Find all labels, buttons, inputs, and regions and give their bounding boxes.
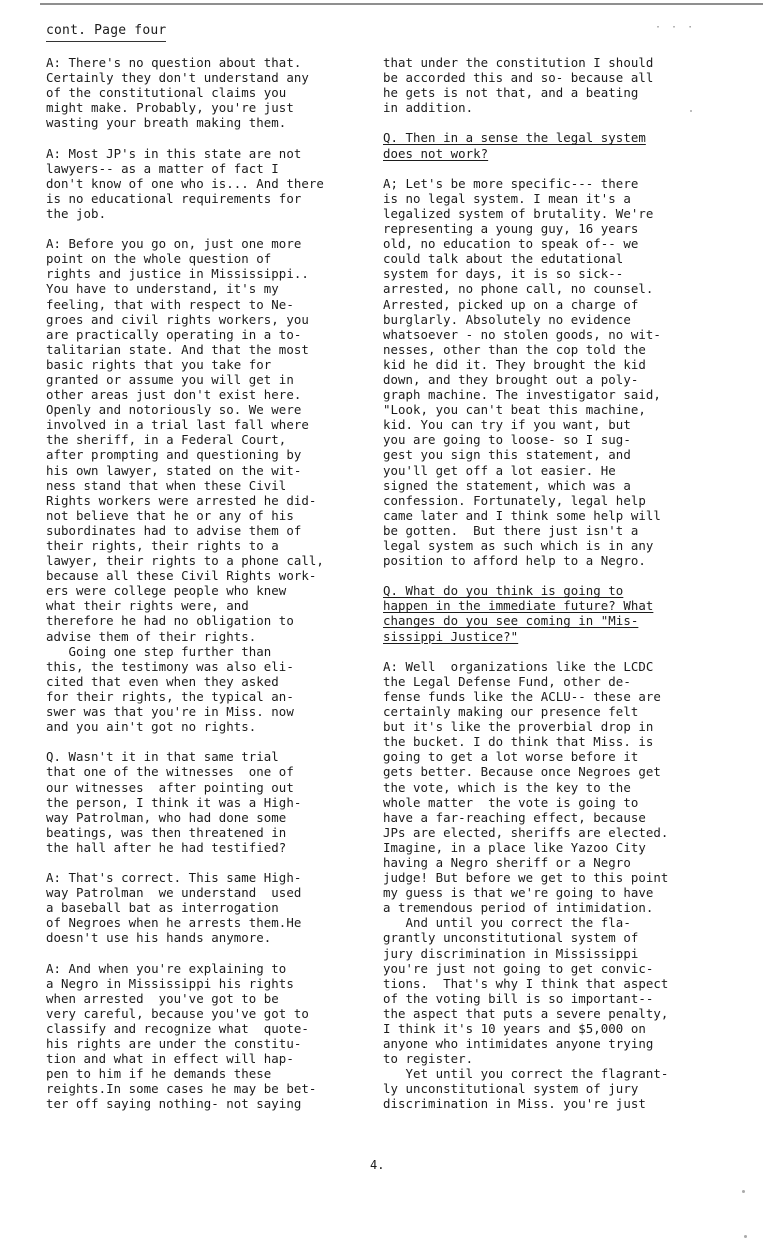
text-line (383, 115, 668, 130)
text-line (383, 568, 668, 583)
text-line: representing a young guy, 16 years (383, 221, 639, 237)
text-line: I think it's 10 years and $5,000 on (383, 1021, 646, 1036)
paper-speck (690, 110, 692, 112)
text-line: he gets is not that, and a beating (383, 85, 639, 101)
text-line: jury discrimination in Mississippi (383, 945, 639, 961)
text-line: when arrested you've got to be (46, 990, 279, 1006)
text-line: A: There's no question about that. (46, 55, 302, 70)
text-line: not believe that he or any of his (46, 507, 294, 523)
text-line: basic rights that you take for (46, 356, 272, 372)
text-line: A: Most JP's in this state are not (46, 145, 302, 161)
text-line: judge! But before we get to this point (383, 870, 669, 886)
text-line: happen in the immediate future? What (383, 598, 654, 614)
text-line: the hall after he had testified? (46, 839, 287, 855)
text-line (46, 221, 324, 236)
text-line: is no legal system. I mean it's a (383, 190, 631, 206)
text-line: kid he did it. They brought the kid (383, 356, 646, 372)
text-line: kid. You can try if you want, but (383, 417, 631, 433)
paper-speck (742, 1190, 745, 1193)
text-line (46, 130, 324, 145)
text-line: A: Well organizations like the LCDC (383, 658, 654, 674)
text-line: classify and recognize what quote- (46, 1021, 309, 1036)
text-line: Yet until you correct the flagrant- (383, 1066, 669, 1082)
text-line: A: Before you go on, just one more (46, 236, 302, 252)
text-line: A; Let's be more specific--- there (383, 175, 639, 191)
page-header: cont. Page four (46, 22, 166, 42)
text-line: gest you sign this statement, and (383, 447, 631, 463)
text-line: lawyer, their rights to a phone call, (46, 553, 324, 569)
text-line: ers were college people who knew (46, 583, 287, 599)
paper-speck (744, 1235, 747, 1238)
text-line: down, and they brought out a poly- (383, 371, 639, 387)
text-line: is no educational requirements for (46, 190, 302, 206)
text-line: lawyers-- as a matter of fact I (46, 160, 279, 176)
text-line: reights.In some cases he may be bet- (46, 1081, 317, 1097)
text-line: a tremendous period of intimidation. (383, 900, 654, 916)
text-line: A: That's correct. This same High- (46, 870, 302, 886)
text-line: you are going to loose- so I sug- (383, 432, 631, 448)
text-line: Certainly they don't understand any (46, 70, 309, 86)
text-line: having a Negro sheriff or a Negro (383, 854, 631, 870)
text-line: his own lawyer, stated on the wit- (46, 462, 302, 478)
text-line: cited that even when they asked (46, 673, 279, 689)
text-line: ter off saying nothing- not saying (46, 1096, 302, 1112)
text-line: the vote, which is the key to the (383, 779, 631, 795)
text-line: does not work? (383, 145, 489, 161)
text-line: subordinates had to advise them of (46, 522, 302, 538)
text-line: certainly making our presence felt (383, 704, 639, 720)
text-line: Going one step further than (46, 643, 272, 659)
text-line: confession. Fortunately, legal help (383, 492, 646, 508)
text-line: position to afford help to a Negro. (383, 553, 646, 569)
text-line: the job. (46, 205, 107, 221)
text-line: sissippi Justice?" (383, 628, 519, 644)
text-line: anyone who intimidates anyone trying (383, 1036, 654, 1052)
text-line: gets better. Because once Negroes get (383, 764, 661, 780)
text-line: granted or assume you will get in (46, 371, 294, 387)
text-line: for their rights, the typical an- (46, 688, 294, 704)
text-line: but it's like the proverbial drop in (383, 719, 654, 735)
text-line: Rights workers were arrested he did- (46, 492, 317, 508)
text-line: the Legal Defense Fund, other de- (383, 673, 631, 689)
text-line: are practically operating in a to- (46, 326, 302, 342)
text-line: their rights, their rights to a (46, 538, 279, 553)
text-line: grantly unconstitutional system of (383, 930, 639, 946)
text-line: that one of the witnesses one of (46, 764, 294, 780)
text-line: of Negroes when he arrests them.He (46, 915, 302, 931)
text-line: whole matter the vote is going to (383, 794, 639, 810)
text-line: burglarly. Absolutely no evidence (383, 311, 631, 327)
text-line: could talk about the edutational (383, 251, 624, 267)
text-line (46, 946, 324, 961)
text-line: and you ain't got no rights. (46, 719, 257, 735)
text-line: ness stand that when these Civil (46, 477, 287, 493)
text-line: my guess is that we're going to have (383, 885, 654, 901)
text-line: swer was that you're in Miss. now (46, 704, 294, 720)
text-line: what their rights were, and (46, 598, 249, 614)
text-line: involved in a trial last fall where (46, 417, 309, 433)
text-line: legalized system of brutality. We're (383, 205, 654, 221)
text-line: way Patrolman we understand used (46, 885, 302, 901)
text-line: don't know of one who is... And there (46, 175, 324, 191)
text-line: old, no education to speak of-- we (383, 236, 639, 252)
text-line: nesses, other than the cop told the (383, 341, 646, 357)
page-number: 4. (370, 1158, 385, 1172)
text-line (383, 644, 668, 659)
text-line: Q. What do you think is going to (383, 583, 624, 599)
text-line: system for days, it is so sick-- (383, 266, 624, 282)
text-line: wasting your breath making them. (46, 115, 287, 131)
text-line (383, 161, 668, 176)
text-line: might make. Probably, you're just (46, 100, 294, 116)
text-line: our witnesses after pointing out (46, 779, 294, 795)
text-line: therefore he had no obligation to (46, 613, 294, 629)
corner-smudge: · · · (655, 22, 696, 33)
top-border-line (40, 3, 763, 5)
text-line: graph machine. The investigator said, (383, 387, 661, 403)
right-column (383, 55, 668, 1112)
text-line: of the voting bill is so important-- (383, 990, 654, 1006)
text-line: arrested, no phone call, no counsel. (383, 281, 654, 297)
text-line: Q. Then in a sense the legal system (383, 130, 646, 146)
text-line: that under the constitution I should (383, 55, 654, 70)
text-line (46, 734, 324, 749)
text-line: changes do you see coming in "Mis- (383, 613, 639, 629)
left-column (46, 55, 324, 1112)
text-line: be accorded this and so- because all (383, 70, 654, 86)
text-line: the person, I think it was a High- (46, 794, 302, 810)
text-line: A: And when you're explaining to (46, 960, 287, 976)
text-line: after prompting and questioning by (46, 447, 302, 463)
text-line: a baseball bat as interrogation (46, 900, 279, 916)
text-line: feeling, that with respect to Ne- (46, 296, 294, 312)
text-line: You have to understand, it's my (46, 281, 279, 297)
text-line: beatings, was then threatened in (46, 824, 287, 840)
text-line: you're just not going to get convic- (383, 960, 654, 976)
text-line: this, the testimony was also eli- (46, 658, 294, 674)
text-line: be gotten. But there just isn't a (383, 522, 639, 538)
text-line: of the constitutional claims you (46, 85, 287, 101)
text-line: ly unconstitutional system of jury (383, 1081, 639, 1097)
text-line: the aspect that puts a severe penalty, (383, 1005, 669, 1021)
text-line: JPs are elected, sheriffs are elected. (383, 824, 669, 840)
text-line: his rights are under the constitu- (46, 1036, 302, 1052)
text-line: have a far-reaching effect, because (383, 809, 646, 825)
text-line: pen to him if he demands these (46, 1066, 272, 1082)
text-line: "Look, you can't beat this machine, (383, 402, 646, 418)
text-line: Openly and notoriously so. We were (46, 402, 302, 418)
text-line: groes and civil rights workers, you (46, 311, 309, 327)
text-line: Q. Wasn't it in that same trial (46, 749, 279, 765)
text-line: And until you correct the fla- (383, 915, 631, 931)
text-line: very careful, because you've got to (46, 1005, 309, 1021)
text-line: to register. (383, 1051, 474, 1067)
text-line: in addition. (383, 100, 474, 116)
text-line: doesn't use his hands anymore. (46, 930, 272, 946)
text-line: other areas just don't exist here. (46, 387, 302, 403)
text-line: whatsoever - no stolen goods, no wit- (383, 326, 661, 342)
text-line: legal system as such which is in any (383, 538, 654, 553)
text-line: fense funds like the ACLU-- these are (383, 688, 661, 704)
text-line: you'll get off a lot easier. He (383, 462, 616, 478)
text-line: because all these Civil Rights work- (46, 568, 317, 584)
text-line: a Negro in Mississippi his rights (46, 975, 294, 991)
text-line: the bucket. I do think that Miss. is (383, 734, 654, 750)
text-line: Arrested, picked up on a charge of (383, 296, 639, 312)
text-line: tions. That's why I think that aspect (383, 975, 669, 991)
text-line: talitarian state. And that the most (46, 341, 309, 357)
text-line: the sheriff, in a Federal Court, (46, 432, 287, 448)
text-line: going to get a lot worse before it (383, 749, 639, 765)
text-line: Imagine, in a place like Yazoo City (383, 839, 646, 855)
text-line: point on the whole question of (46, 251, 272, 267)
text-line: tion and what in effect will hap- (46, 1051, 294, 1067)
text-line: signed the statement, which was a (383, 477, 631, 493)
text-line (46, 855, 324, 870)
text-line: came later and I think some help will (383, 507, 661, 523)
text-line: way Patrolman, who had done some (46, 809, 287, 825)
text-line: advise them of their rights. (46, 628, 257, 644)
text-line: rights and justice in Mississippi.. (46, 266, 309, 282)
text-line: discrimination in Miss. you're just (383, 1096, 646, 1112)
